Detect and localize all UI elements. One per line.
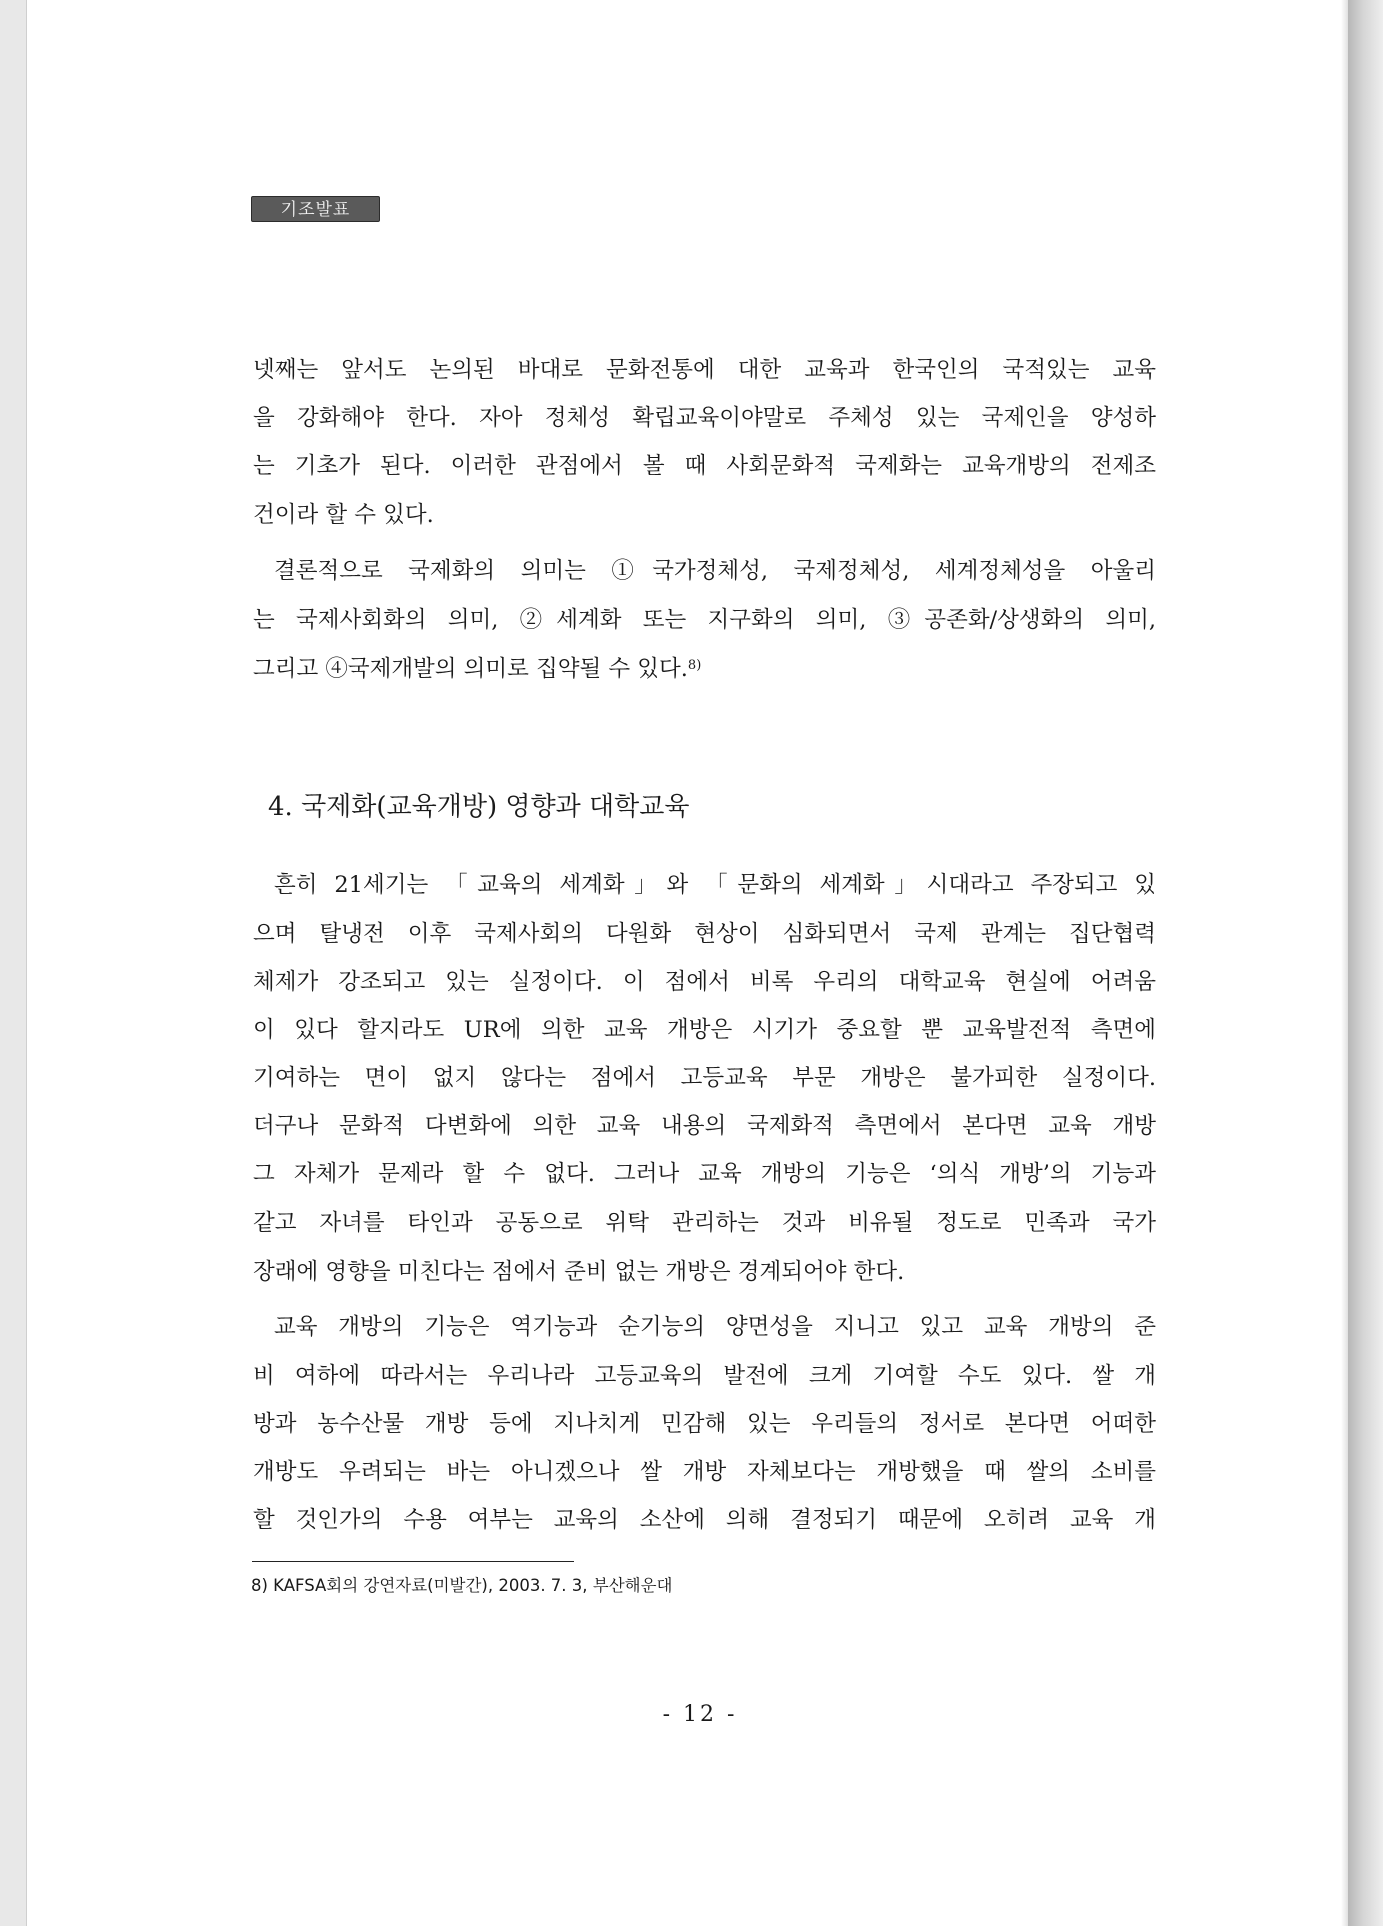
paragraph-line: 같고 자녀를 타인과 공동으로 위탁 관리하는 것과 비유될 정도로 민족과 국가 [253,1210,1156,1236]
paragraph-line: 기여하는 면이 없지 않다는 점에서 고등교육 부문 개방은 불가피한 실정이다. [253,1065,1156,1091]
paragraph-line: 교육 개방의 기능은 역기능과 순기능의 양면성을 지니고 있고 교육 개방의 준 [274,1314,1156,1340]
paragraph-line: 체제가 강조되고 있는 실정이다. 이 점에서 비록 우리의 대학교육 현실에 어려움 [253,969,1156,995]
paragraph-line: 넷째는 앞서도 논의된 바대로 문화전통에 대한 교육과 한국인의 국적있는 교육 [253,357,1156,383]
paragraph-line: 할 것인가의 수용 여부는 교육의 소산에 의해 결정되기 때문에 오히려 교육 개 [253,1507,1156,1533]
paragraph-line: 으며 탈냉전 이후 국제사회의 다원화 현상이 심화되면서 국제 관계는 집단협력 [253,921,1156,947]
paragraph-line: 이 있다 할지라도 UR에 의한 교육 개방은 시기가 중요할 뿐 교육발전적 측면에 [253,1017,1156,1043]
paragraph-line: 건이라 할 수 있다. [253,502,434,528]
paragraph-line: 장래에 영향을 미친다는 점에서 준비 없는 개방은 경계되어야 한다. [253,1259,905,1285]
footnote: 8) KAFSA회의 강연자료(미발간), 2003. 7. 3, 부산해운대 [251,1576,673,1595]
footnote-divider [252,1561,574,1562]
paragraph-line: 흔히 21세기는 「교육의 세계화」와 「문화의 세계화」시대라고 주장되고 있 [274,872,1156,898]
page-number: - 12 - [662,1702,738,1727]
paragraph-line-with-footnote [253,651,701,687]
footnote-reference: 8) [687,658,702,673]
paragraph-line: 그 자체가 문제라 할 수 없다. 그러나 교육 개방의 기능은 ‘의식 개방’의 기능과 [253,1161,1156,1187]
section-heading: 4. 국제화(교육개방) 영향과 대학교육 [268,792,690,822]
section-tag: 기조발표 [251,196,380,222]
paragraph-line: 을 강화해야 한다. 자아 정체성 확립교육이야말로 주체성 있는 국제인을 양성하 [253,405,1156,431]
paragraph-line: 는 기초가 된다. 이러한 관점에서 볼 때 사회문화적 국제화는 교육개방의 전제조 [253,453,1156,479]
paragraph-line: 개방도 우려되는 바는 아니겠으나 쌀 개방 자체보다는 개방했을 때 쌀의 소비를 [253,1459,1156,1485]
document-page [26,0,1349,1926]
paragraph-line: 결론적으로 국제화의 의미는 ①국가정체성, 국제정체성, 세계정체성을 아울리 [274,558,1156,584]
paragraph-line-text: 그리고 ④국제개발의 의미로 집약될 수 있다. [253,656,688,682]
paragraph-line: 더구나 문화적 다변화에 의한 교육 내용의 국제화적 측면에서 본다면 교육 개방 [253,1113,1156,1139]
paragraph-line: 방과 농수산물 개방 등에 지나치게 민감해 있는 우리들의 정서로 본다면 어떠한 [253,1411,1156,1437]
paragraph-line: 비 여하에 따라서는 우리나라 고등교육의 발전에 크게 기여할 수도 있다. 쌀 개 [253,1363,1156,1389]
paragraph-line: 는 국제사회화의 의미, ②세계화 또는 지구화의 의미, ③공존화/상생화의 의미, [253,607,1156,633]
page-shadow [1348,0,1383,1926]
